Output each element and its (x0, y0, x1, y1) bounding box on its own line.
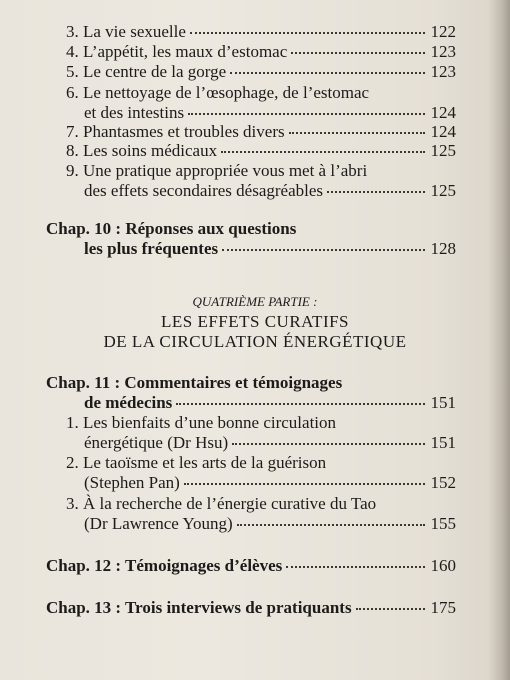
chapter-11-item-2-line1: 2. Le taoïsme et les arts de la guérison (66, 453, 327, 472)
toc-entry-title: de médecins (84, 393, 173, 412)
toc-page-number: 151 (430, 393, 456, 412)
part-title-line2: DE LA CIRCULATION ÉNERGÉTIQUE (103, 332, 407, 351)
leader-dots (222, 249, 424, 251)
chapter-11 (84, 393, 456, 413)
toc-entry-title: (Stephen Pan) (84, 473, 180, 492)
toc-page-number: 125 (430, 141, 456, 160)
toc-page-number: 160 (430, 556, 456, 575)
toc-entry-9-line1: 9. Une pratique appropriée vous met à l’abri (66, 161, 368, 180)
chapter-10 (84, 239, 456, 259)
leader-dots (221, 151, 424, 153)
toc-entry-4 (66, 42, 456, 62)
toc-entry-title: 4. L’appétit, les maux d’estomac (66, 42, 288, 61)
toc-entry-5 (66, 62, 456, 82)
toc-entry-title: et des intestins (84, 103, 185, 122)
leader-dots (232, 443, 424, 445)
toc-entry-7 (66, 122, 456, 142)
leader-dots (230, 72, 424, 74)
leader-dots (184, 483, 425, 485)
toc-entry-title: 5. Le centre de la gorge (66, 62, 227, 81)
toc-entry-8 (66, 141, 456, 161)
leader-dots (356, 608, 425, 610)
toc-entry-title: Chap. 12 : Témoignages d’élèves (46, 556, 283, 575)
part-title-line1: LES EFFETS CURATIFS (160, 312, 350, 331)
leader-dots (188, 113, 424, 115)
leader-dots (190, 32, 425, 34)
toc-page-number: 124 (430, 122, 456, 141)
leader-dots (289, 132, 425, 134)
toc-page-number: 128 (430, 239, 456, 258)
leader-dots (291, 52, 424, 54)
toc-entry-title: (Dr Lawrence Young) (84, 514, 233, 533)
toc-page-number: 124 (430, 103, 456, 122)
toc-page-number: 123 (430, 42, 456, 61)
toc-entry-title: énergétique (Dr Hsu) (84, 433, 229, 452)
toc-page-number: 152 (430, 473, 456, 492)
toc-page-number: 151 (430, 433, 456, 452)
part-label: QUATRIÈME PARTIE : (192, 294, 318, 309)
toc-entry-6 (84, 103, 456, 123)
toc-entry-title: 3. La vie sexuelle (66, 22, 186, 41)
toc-entry-title: 8. Les soins médicaux (66, 141, 218, 160)
chapter-11-item-1-line1: 1. Les bienfaits d’une bonne circulation (66, 413, 337, 432)
chapter-11-item-2 (84, 473, 456, 493)
chapter-12 (46, 556, 456, 576)
leader-dots (176, 403, 424, 405)
toc-entry-9 (84, 181, 456, 201)
chapter-13 (46, 598, 456, 618)
chapter-11-item-3-line1: 3. À la recherche de l’énergie curative du Tao (66, 494, 377, 513)
toc-page-number: 175 (430, 598, 456, 617)
toc-page-number: 123 (430, 62, 456, 81)
toc-entry-title: Chap. 13 : Trois interviews de pratiquants (46, 598, 352, 617)
leader-dots (286, 566, 424, 568)
toc-entry-3 (66, 22, 456, 42)
toc-entry-title: des effets secondaires désagréables (84, 181, 323, 200)
leader-dots (327, 191, 425, 193)
chapter-11-item-3 (84, 514, 456, 534)
toc-page-number: 125 (430, 181, 456, 200)
toc-page-number: 155 (430, 514, 456, 533)
leader-dots (237, 524, 425, 526)
toc-entry-title: les plus fréquentes (84, 239, 219, 258)
chapter-11-item-1 (84, 433, 456, 453)
chapter-11-line1: Chap. 11 : Commentaires et témoignages (46, 373, 343, 392)
toc-entry-6-line1: 6. Le nettoyage de l’œsophage, de l’estomac (66, 83, 370, 102)
toc-page-number: 122 (430, 22, 456, 41)
chapter-10-line1: Chap. 10 : Réponses aux questions (46, 219, 297, 238)
toc-entry-title: 7. Phantasmes et troubles divers (66, 122, 285, 141)
